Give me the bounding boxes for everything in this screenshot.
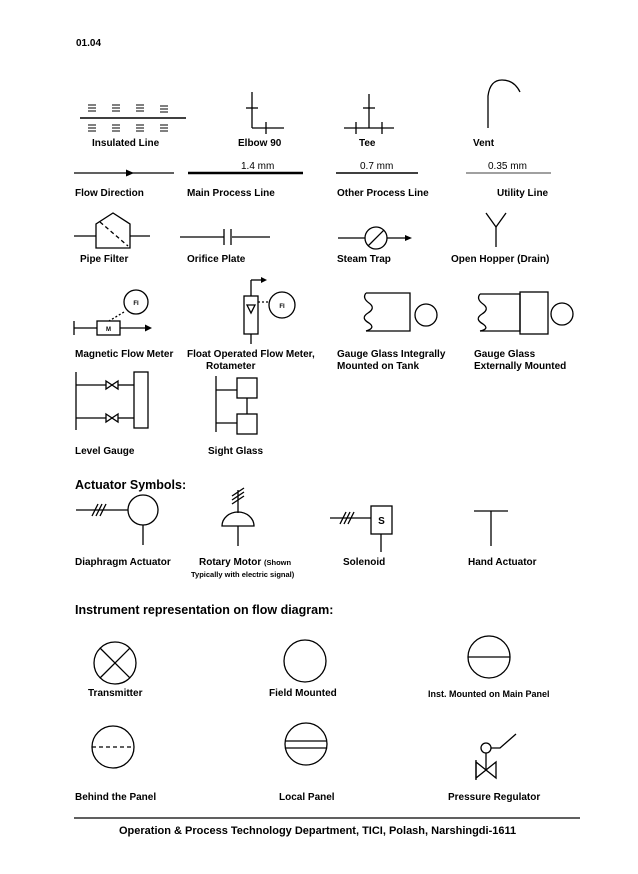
vent-symbol — [488, 80, 520, 128]
float-flow-meter-label-line1: Float Operated Flow Meter, — [187, 349, 315, 360]
hand-actuator-label: Hand Actuator — [468, 557, 537, 568]
pipe-filter-symbol — [74, 213, 150, 248]
gauge-glass-external-label-line1: Gauge Glass — [474, 349, 536, 360]
transmitter-label: Transmitter — [88, 688, 143, 699]
sight-glass-label: Sight Glass — [208, 446, 264, 457]
diaphragm-actuator-label: Diaphragm Actuator — [75, 557, 171, 568]
rotary-motor-note-line1: (Shown — [264, 558, 292, 567]
diaphragm-actuator-symbol — [76, 495, 158, 545]
magnetic-flow-meter-symbol — [74, 290, 152, 335]
utility-line-label: Utility Line — [497, 188, 549, 199]
elbow-90-label: Elbow 90 — [238, 138, 282, 149]
transmitter-symbol — [94, 642, 136, 684]
float-flow-meter-label-line2: Rotameter — [206, 361, 256, 372]
gauge-glass-external-symbol — [478, 292, 573, 334]
steam-trap-label: Steam Trap — [337, 254, 391, 265]
open-hopper-label: Open Hopper (Drain) — [451, 254, 550, 265]
local-panel-symbol — [285, 723, 327, 765]
open-hopper-symbol — [486, 213, 506, 247]
level-gauge-symbol — [76, 372, 148, 430]
flow-direction-symbol — [74, 170, 174, 177]
utility-mm: 0.35 mm — [488, 161, 527, 172]
rotary-motor-symbol — [222, 488, 254, 546]
solenoid-symbol — [330, 506, 392, 552]
behind-panel-label: Behind the Panel — [75, 792, 157, 803]
rotary-motor-name: Rotary Motor — [199, 557, 262, 568]
float-flow-meter-symbol — [244, 277, 295, 344]
gauge-glass-tank-label-line2: Mounted on Tank — [337, 361, 420, 372]
pipe-filter-label: Pipe Filter — [80, 254, 129, 265]
sight-glass-symbol — [216, 376, 257, 434]
gauge-glass-tank-symbol — [364, 293, 437, 331]
rotary-motor-note-line2: Typically with electric signal) — [191, 570, 295, 579]
local-panel-label: Local Panel — [279, 792, 335, 803]
other-process-mm: 0.7 mm — [360, 161, 394, 172]
instrument-heading: Instrument representation on flow diagram: — [75, 603, 334, 617]
tee-label: Tee — [359, 138, 376, 149]
footer-text: Operation & Process Technology Department, TICI, Polash, Narshingdi-1611 — [119, 825, 517, 837]
hand-actuator-symbol — [474, 511, 508, 546]
other-process-line-label: Other Process Line — [337, 188, 429, 199]
main-process-mm: 1.4 mm — [241, 161, 275, 172]
solenoid-label: Solenoid — [343, 557, 386, 568]
field-mounted-symbol — [284, 640, 326, 682]
orifice-plate-symbol — [180, 229, 270, 245]
flow-direction-label: Flow Direction — [75, 188, 144, 199]
level-gauge-label: Level Gauge — [75, 446, 135, 457]
gauge-glass-tank-label-line1: Gauge Glass Integrally — [337, 349, 446, 360]
m-tag: M — [106, 327, 111, 333]
magnetic-flow-meter-label: Magnetic Flow Meter — [75, 349, 174, 360]
page-number: 01.04 — [76, 38, 102, 49]
main-panel-symbol — [468, 636, 510, 678]
actuator-heading: Actuator Symbols: — [75, 478, 187, 492]
vent-label: Vent — [473, 138, 495, 149]
elbow-90-symbol — [246, 92, 284, 134]
field-mounted-label: Field Mounted — [269, 688, 337, 699]
s-tag: S — [378, 516, 385, 527]
fi-tag-float: FI — [279, 304, 285, 310]
fi-tag-magnetic: FI — [133, 301, 139, 307]
insulated-line-label: Insulated Line — [92, 138, 160, 149]
behind-panel-symbol — [92, 726, 134, 768]
gauge-glass-external-label-line2: Externally Mounted — [474, 361, 567, 372]
pressure-regulator-label: Pressure Regulator — [448, 792, 541, 803]
steam-trap-symbol — [338, 227, 412, 249]
rotary-motor-label — [199, 557, 291, 569]
orifice-plate-label: Orifice Plate — [187, 254, 246, 265]
tee-symbol — [344, 94, 394, 134]
pressure-regulator-symbol — [476, 734, 516, 780]
insulated-line-symbol — [80, 105, 186, 131]
main-panel-label: Inst. Mounted on Main Panel — [428, 689, 550, 699]
main-process-line-label: Main Process Line — [187, 188, 275, 199]
